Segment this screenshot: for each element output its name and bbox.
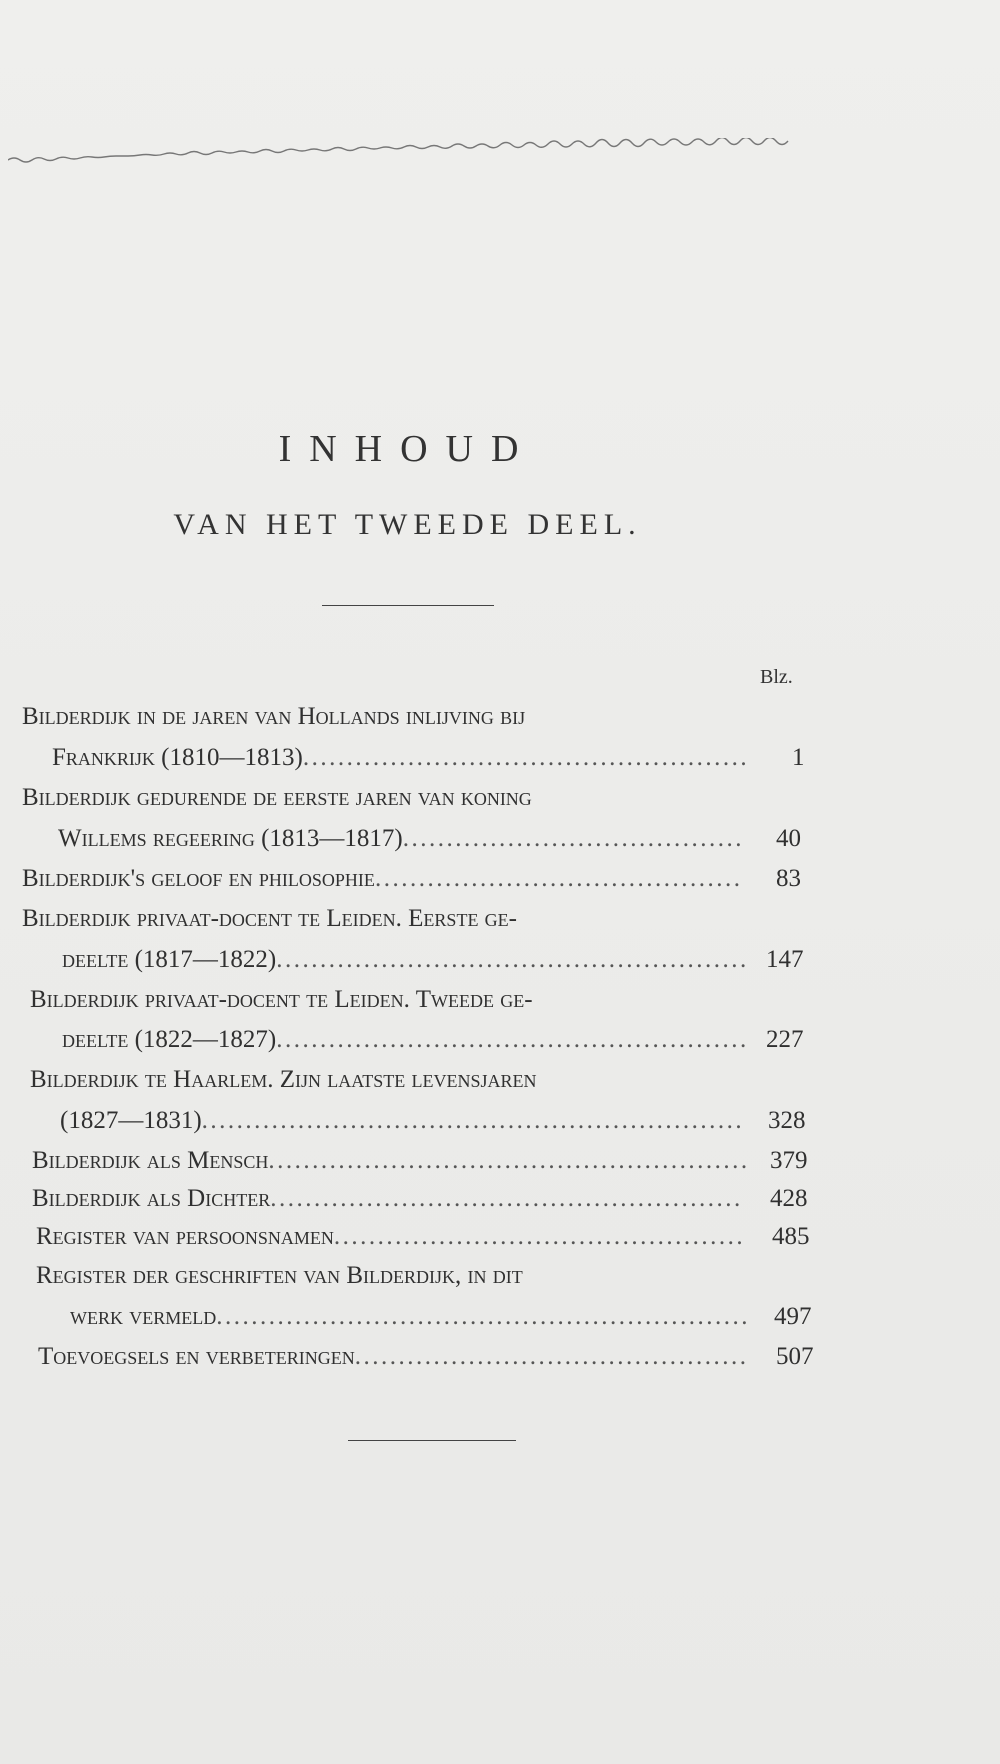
page-subtitle: VAN HET TWEEDE DEEL. bbox=[173, 508, 642, 541]
leader-dots: ....................................... bbox=[402, 825, 744, 852]
leader-dots: .............................................................. bbox=[201, 1107, 745, 1134]
leader-dots: ............................................... bbox=[333, 1223, 746, 1250]
toc-entry-page-number: 507 bbox=[776, 1343, 814, 1370]
toc-entry-title-last-line bbox=[22, 862, 742, 896]
toc-entry-text: werk vermeld bbox=[70, 1303, 217, 1330]
leader-dots: ...................................................... bbox=[270, 1185, 743, 1212]
wavy-top-rule bbox=[8, 138, 792, 166]
toc-entry-title-last-line bbox=[60, 1104, 744, 1138]
toc-entry-page-number: 485 bbox=[772, 1223, 810, 1250]
leader-dots: ............................................................. bbox=[216, 1303, 750, 1330]
toc-entry-page-number: 379 bbox=[770, 1147, 808, 1174]
toc-entry-text: Bilderdijk te Haarlem. Zijn laatste levensjaren bbox=[30, 1066, 537, 1093]
page-title: INHOUD bbox=[278, 428, 537, 470]
leader-dots: ................................................... bbox=[302, 744, 750, 771]
toc-entry-text: Bilderdijk als Dichter bbox=[32, 1185, 271, 1212]
toc-entry-title-line bbox=[22, 902, 517, 936]
toc-entry-title-line bbox=[30, 983, 533, 1017]
toc-entry-text: Register der geschriften van Bilderdijk, in dit bbox=[36, 1262, 523, 1289]
toc-entry-text: Toevoegsels en verbeteringen bbox=[38, 1343, 355, 1370]
toc-entry-page-number: 83 bbox=[776, 865, 801, 892]
toc-entry-title-last-line bbox=[62, 1023, 749, 1057]
divider-rule-top bbox=[322, 605, 494, 606]
toc-entry-title-last-line bbox=[58, 822, 744, 856]
toc-entry-text: deelte (1822—1827) bbox=[62, 1026, 277, 1053]
toc-entry-title-last-line bbox=[52, 741, 749, 775]
toc-entry-text: Bilderdijk's geloof en philosophie bbox=[22, 865, 375, 892]
toc-entry-title-last-line bbox=[38, 1340, 749, 1374]
toc-entry-page-number: 497 bbox=[774, 1303, 812, 1330]
toc-entry-text: Bilderdijk gedurende de eerste jaren van koning bbox=[22, 784, 532, 811]
toc-entry-title-last-line bbox=[32, 1144, 750, 1178]
leader-dots: ............................................. bbox=[354, 1343, 749, 1370]
toc-entry-title-last-line bbox=[62, 943, 749, 977]
page-column-label: Blz. bbox=[760, 666, 793, 688]
toc-entry-page-number: 227 bbox=[766, 1026, 804, 1053]
toc-entry-title-last-line bbox=[70, 1300, 750, 1334]
leader-dots: ...................................................... bbox=[276, 1026, 749, 1053]
toc-entry-title-last-line bbox=[32, 1182, 743, 1216]
toc-entry-text: Bilderdijk in de jaren van Hollands inlijving bij bbox=[22, 703, 526, 730]
toc-entry-text: Bilderdijk privaat-docent te Leiden. Tweede ge- bbox=[30, 986, 533, 1013]
toc-entry-text: Willems regeering (1813—1817) bbox=[58, 825, 403, 852]
toc-entry-page-number: 428 bbox=[770, 1185, 808, 1212]
divider-rule-bottom bbox=[348, 1440, 516, 1441]
toc-entry-title-line bbox=[36, 1259, 523, 1293]
toc-entry-page-number: 40 bbox=[776, 825, 801, 852]
leader-dots: ....................................................... bbox=[268, 1147, 750, 1174]
toc-entry-page-number: 147 bbox=[766, 946, 804, 973]
toc-entry-text: deelte (1817—1822) bbox=[62, 946, 277, 973]
toc-entry-text: Register van persoonsnamen bbox=[36, 1223, 334, 1250]
toc-entry-page-number: 328 bbox=[768, 1107, 806, 1134]
toc-entry-text: Bilderdijk als Mensch bbox=[32, 1147, 269, 1174]
toc-entry-title-line bbox=[30, 1063, 536, 1097]
toc-entry-text: Bilderdijk privaat-docent te Leiden. Eerste ge- bbox=[22, 905, 518, 932]
leader-dots: .......................................... bbox=[374, 865, 743, 892]
toc-entry-text: Frankrijk (1810—1813) bbox=[52, 744, 303, 771]
toc-entry-page-number: 1 bbox=[792, 744, 805, 771]
toc-entry-text: (1827—1831) bbox=[60, 1107, 202, 1134]
leader-dots: ...................................................... bbox=[276, 946, 749, 973]
toc-entry-title-last-line bbox=[36, 1220, 745, 1254]
toc-entry-title-line bbox=[22, 781, 532, 815]
toc-entry-title-line bbox=[22, 700, 525, 734]
